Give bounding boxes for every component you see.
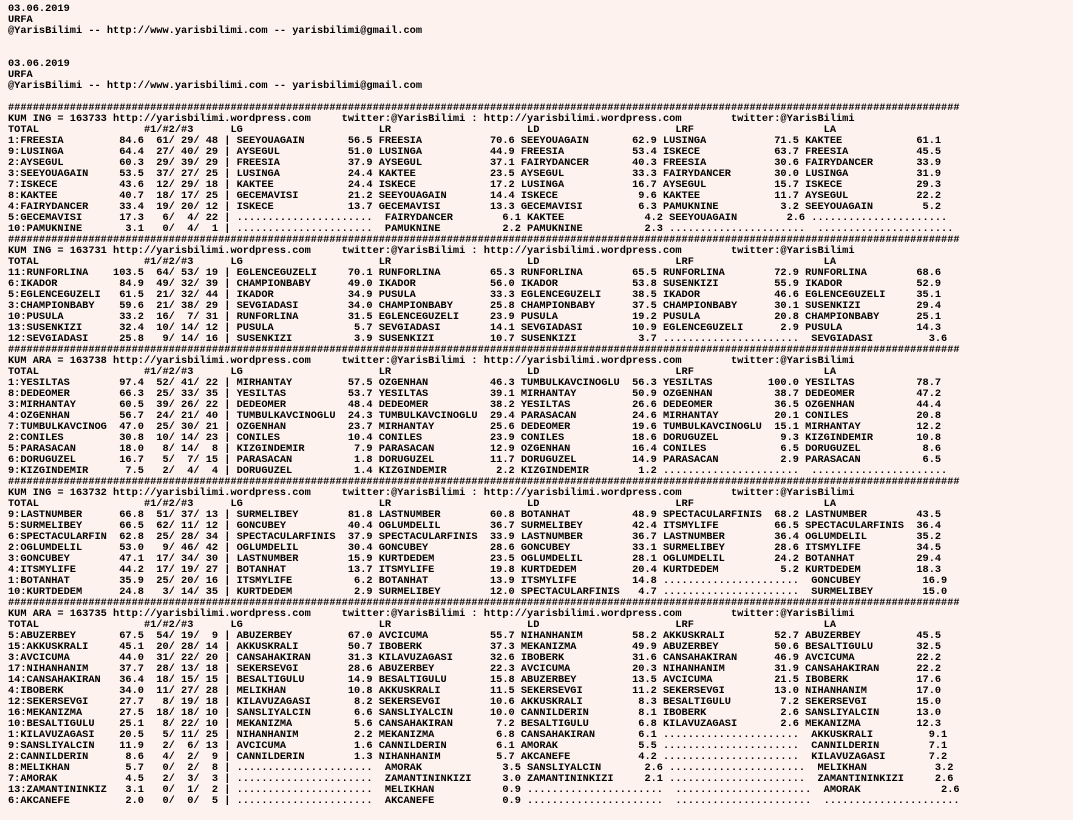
blank-line [8,48,1073,59]
separator-line: ########################################################################################################################################################## [8,234,960,246]
table-row: 16:MEKANIZMA 27.5 18/ 18/ 10 | SANSLIYALCIN 6.6 SANSLIYALCIN 10.0 CANNILDERIN 8.1 IBOBERK 2.6 SANSLIYALCIN 13.0 [8,707,942,719]
race-header: KUM ARA = 163738 http://yarisbilimi.wordpress.com twitter:@YarisBilimi : http://yarisbilimi.wordpress.com twitter:@YarisBilimi [8,355,855,367]
separator-line: ########################################################################################################################################################## [8,597,960,609]
blank-line [8,37,1073,48]
table-row: 1:BOTANHAT 35.9 25/ 20/ 16 | ITSMYLIFE 6.2 BOTANHAT 13.9 ITSMYLIFE 14.8 ...................... GONCUBEY 16.9 [8,575,948,587]
table-row: 2:AYSEGUL 60.3 29/ 39/ 29 | FREESIA 37.9 AYSEGUL 37.1 FAIRYDANCER 40.3 FREESIA 30.6 FAIRYDANCER 33.9 [8,157,942,169]
table-row: 3:MIRHANTAY 60.5 39/ 26/ 22 | DEDEOMER 48.4 DEDEOMER 38.2 YESILTAS 26.6 DEDEOMER 36.5 OZGENHAN 44.4 [8,399,942,411]
table-row: 1:YESILTAS 97.4 52/ 41/ 22 | MIRHANTAY 57.5 OZGENHAN 46.3 TUMBULKAVCINOGLU 56.3 YESILTAS 100.0 YESILTAS 78.7 [8,377,942,389]
table-row: 10:PUSULA 33.2 16/ 7/ 31 | RUNFORLINA 31.5 EGLENCEGUZELI 23.9 PUSULA 19.2 PUSULA 20.8 CHAMPIONBABY 25.1 [8,311,942,323]
table-row: 10:PAMUKNINE 3.1 0/ 4/ 1 | ...................... PAMUKNINE 2.2 PAMUKNINE 2.3 ...................... ...................... [8,223,954,235]
table-row: 1:FREESIA 84.6 61/ 29/ 48 | SEEYOUAGAIN 56.5 FREESIA 70.6 SEEYOUAGAIN 62.9 LUSINGA 71.5 KAKTEE 61.1 [8,135,942,147]
table-row: 14:CANSAHAKIRAN 36.4 18/ 15/ 15 | BESALTIGULU 14.9 BESALTIGULU 15.8 ABUZERBEY 13.5 AVCICUMA 21.5 IBOBERK 17.6 [8,674,942,686]
table-row: 3:CHAMPIONBABY 59.6 21/ 38/ 29 | SEVGIADASI 34.0 CHAMPIONBABY 25.8 CHAMPIONBABY 37.5 CHAMPIONBABY 30.1 SUSENKIZI 29.4 [8,300,942,312]
table-row: 8:MELIKHAN 5.7 0/ 2/ 8 | ...................... AMORAK 3.5 SANSLIYALCIN 2.6 ...................... MELIKHAN 3.2 [8,762,954,774]
table-row: 3:SEEYOUAGAIN 53.5 37/ 27/ 25 | LUSINGA 24.4 KAKTEE 23.5 AYSEGUL 33.3 FAIRYDANCER 30.0 LUSINGA 31.9 [8,168,942,180]
table-row: 7:TUMBULKAVCINOG 47.0 25/ 30/ 21 | OZGENHAN 23.7 MIRHANTAY 25.6 DEDEOMER 19.6 TUMBULKAVCINOGLU 15.1 MIRHANTAY 12.2 [8,421,942,433]
table-row: 7:ISKECE 43.6 12/ 29/ 18 | KAKTEE 24.4 ISKECE 17.2 LUSINGA 16.7 AYSEGUL 15.7 ISKECE 29.3 [8,179,942,191]
table-row: 5:ABUZERBEY 67.5 54/ 19/ 9 | ABUZERBEY 67.0 AVCICUMA 55.7 NIHANHANIM 58.2 AKKUSKRALI 52.7 ABUZERBEY 45.5 [8,630,942,642]
race-header: KUM ING = 163731 http://yarisbilimi.wordpress.com twitter:@YarisBilimi : http://yarisbilimi.wordpress.com twitter:@YarisBilimi [8,245,855,257]
table-row: 4:FAIRYDANCER 33.4 19/ 20/ 12 | ISKECE 13.7 GECEMAVISI 13.3 GECEMAVISI 6.3 PAMUKNINE 3.2 SEEYOUAGAIN 5.2 [8,201,942,213]
table-row: 4:OZGENHAN 56.7 24/ 21/ 40 | TUMBULKAVCINOGLU 24.3 TUMBULKAVCINOGLU 29.4 PARASACAN 24.6 MIRHANTAY 20.1 CONILES 20.8 [8,410,942,422]
table-row: 6:IKADOR 84.9 49/ 32/ 39 | CHAMPIONBABY 49.0 IKADOR 56.0 IKADOR 53.8 SUSENKIZI 55.9 IKADOR 52.9 [8,278,942,290]
table-row: 8:KAKTEE 40.7 18/ 17/ 25 | GECEMAVISI 21.2 SEEYOUAGAIN 14.4 ISKECE 9.6 KAKTEE 11.7 AYSEGUL 22.2 [8,190,942,202]
race-header: KUM ING = 163733 http://yarisbilimi.wordpress.com twitter:@YarisBilimi : http://yarisbilimi.wordpress.com twitter:@YarisBilimi [8,113,855,125]
table-row: 2:CONILES 30.8 10/ 14/ 23 | CONILES 10.4 CONILES 23.9 CONILES 18.6 DORUGUZEL 9.3 KIZGINDEMIR 10.8 [8,432,942,444]
table-row: 6:SPECTACULARFIN 62.8 25/ 28/ 34 | SPECTACULARFINIS 37.9 SPECTACULARFINIS 33.9 LASTNUMBER 36.7 LASTNUMBER 36.4 OGLUMDELIL 35.2 [8,531,942,543]
table-row: 2:CANNILDERIN 8.6 4/ 2/ 9 | CANNILDERIN 1.3 NIHANHANIM 5.7 AKCANEFE 4.2 ...................... KILAVUZAGASI 7.2 [8,751,948,763]
table-row: 3:AVCICUMA 44.0 31/ 22/ 20 | CANSAHAKIRAN 31.3 KILAVUZAGASI 32.6 IBOBERK 31.6 CANSAHAKIRAN 46.9 AVCICUMA 22.2 [8,652,942,664]
table-row: 10:BESALTIGULU 25.1 8/ 22/ 10 | MEKANIZMA 5.6 CANSAHAKIRAN 7.2 BESALTIGULU 6.8 KILAVUZAGASI 2.6 MEKANIZMA 12.3 [8,718,942,730]
race-header: KUM ING = 163732 http://yarisbilimi.wordpress.com twitter:@YarisBilimi : http://yarisbilimi.wordpress.com twitter:@YarisBilimi [8,487,855,499]
table-row: 12:SEKERSEVGI 27.7 8/ 19/ 18 | KILAVUZAGASI 8.2 SEKERSEVGI 10.6 AKKUSKRALI 8.3 BESALTIGULU 7.2 SEKERSEVGI 15.0 [8,696,942,708]
separator-line: ########################################################################################################################################################## [8,344,960,356]
column-header: TOTAL #1/#2/#3 LG LR LD LRF LA [8,366,837,378]
table-row: 5:PARASACAN 18.0 8/ 14/ 8 | KIZGINDEMIR 7.9 PARASACAN 12.9 OZGENHAN 16.4 CONILES 6.5 DORUGUZEL 8.6 [8,443,942,455]
table-row: 5:EGLENCEGUZELI 61.5 21/ 32/ 44 | IKADOR 34.9 PUSULA 33.3 EGLENCEGUZELI 38.5 IKADOR 46.6 EGLENCEGUZELI 35.1 [8,289,942,301]
separator-line: ########################################################################################################################################################## [8,476,960,488]
text-line: 03.06.2019 [8,58,70,70]
table-row: 7:AMORAK 4.5 2/ 3/ 3 | ...................... ZAMANTININKIZI 3.0 ZAMANTININKIZI 2.1 ...................... ZAMANTININKIZI 2.6 [8,773,954,785]
column-header: TOTAL #1/#2/#3 LG LR LD LRF LA [8,619,837,631]
text-line: URFA [8,69,33,81]
table-row: 3:GONCUBEY 47.1 17/ 34/ 30 | LASTNUMBER 15.9 KURTDEDEM 23.5 OGLUMDELIL 28.1 OGLUMDELIL 24.2 BOTANHAT 29.4 [8,553,942,565]
table-row: 15:AKKUSKRALI 45.1 20/ 28/ 14 | AKKUSKRALI 50.7 IBOBERK 37.3 MEKANIZMA 49.9 ABUZERBEY 50.6 BESALTIGULU 32.5 [8,641,942,653]
table-row: 11:RUNFORLINA 103.5 64/ 53/ 19 | EGLENCEGUZELI 70.1 RUNFORLINA 65.3 RUNFORLINA 65.5 RUNFORLINA 72.9 RUNFORLINA 68.6 [8,267,942,279]
table-row: 5:GECEMAVISI 17.3 6/ 4/ 22 | ...................... FAIRYDANCER 6.1 KAKTEE 4.2 SEEYOUAGAIN 2.6 ...................... [8,212,948,224]
table-row: 9:KIZGINDEMIR 7.5 2/ 4/ 4 | DORUGUZEL 1.4 KIZGINDEMIR 2.2 KIZGINDEMIR 1.2 ...................... ...................... [8,465,948,477]
table-row: 9:LUSINGA 64.4 27/ 40/ 29 | AYSEGUL 51.0 LUSINGA 44.9 FREESIA 53.4 ISKECE 63.7 FREESIA 45.5 [8,146,942,158]
text-line: URFA [8,14,33,26]
table-row: 5:SURMELIBEY 66.5 62/ 11/ 12 | GONCUBEY 40.4 OGLUMDELIL 36.7 SURMELIBEY 42.4 ITSMYLIFE 66.5 SPECTACULARFINIS 36.4 [8,520,942,532]
column-header: TOTAL #1/#2/#3 LG LR LD LRF LA [8,256,837,268]
table-row: 10:KURTDEDEM 24.8 3/ 14/ 35 | KURTDEDEM 2.9 SURMELIBEY 12.0 SPECTACULARFINIS 4.7 ...................... SURMELIBEY 15.0 [8,586,948,598]
separator-line: ########################################################################################################################################################## [8,102,960,114]
table-row: 6:AKCANEFE 2.0 0/ 0/ 5 | ...................... AKCANEFE 0.9 ...................... ...................... ...................... [8,795,960,807]
table-row: 17:NIHANHANIM 37.7 28/ 13/ 18 | SEKERSEVGI 28.6 ABUZERBEY 22.3 AVCICUMA 20.3 NIHANHANIM 31.9 CANSAHAKIRAN 22.2 [8,663,942,675]
race-header: KUM ARA = 163735 http://yarisbilimi.wordpress.com twitter:@YarisBilimi : http://yarisbilimi.wordpress.com twitter:@YarisBilimi [8,608,855,620]
table-row: 4:ITSMYLIFE 44.2 17/ 19/ 27 | BOTANHAT 13.7 ITSMYLIFE 19.8 KURTDEDEM 20.4 KURTDEDEM 5.2 KURTDEDEM 18.3 [8,564,942,576]
text-line: 03.06.2019 [8,3,70,15]
table-row: 4:IBOBERK 34.0 11/ 27/ 28 | MELIKHAN 10.8 AKKUSKRALI 11.5 SEKERSEVGI 11.2 SEKERSEVGI 13.0 NIHANHANIM 17.0 [8,685,942,697]
table-row: 2:OGLUMDELIL 53.0 9/ 46/ 42 | OGLUMDELIL 30.4 GONCUBEY 28.6 GONCUBEY 33.1 SURMELIBEY 28.6 ITSMYLIFE 34.5 [8,542,942,554]
table-row: 9:SANSLIYALCIN 11.9 2/ 6/ 13 | AVCICUMA 1.6 CANNILDERIN 6.1 AMORAK 5.5 ...................... CANNILDERIN 7.1 [8,740,948,752]
text-line: @YarisBilimi -- http://www.yarisbilimi.com -- yarisbilimi@gmail.com [8,80,423,92]
text-line: @YarisBilimi -- http://www.yarisbilimi.com -- yarisbilimi@gmail.com [8,25,423,37]
table-row: 6:DORUGUZEL 16.7 5/ 7/ 15 | PARASACAN 1.8 DORUGUZEL 11.7 DORUGUZEL 14.9 PARASACAN 2.9 PARASACAN 6.5 [8,454,942,466]
table-row: 13:SUSENKIZI 32.4 10/ 14/ 12 | PUSULA 5.7 SEVGIADASI 14.1 SEVGIADASI 10.9 EGLENCEGUZELI 2.9 PUSULA 14.3 [8,322,942,334]
column-header: TOTAL #1/#2/#3 LG LR LD LRF LA [8,498,837,510]
table-row: 12:SEVGIADASI 25.8 9/ 14/ 16 | SUSENKIZI 3.9 SUSENKIZI 10.7 SUSENKIZI 3.7 ...................... SEVGIADASI 3.6 [8,333,948,345]
table-row: 13:ZAMANTININKIZ 3.1 0/ 1/ 2 | ...................... MELIKHAN 0.9 ...................... ...................... AMORAK 2.6 [8,784,960,796]
table-row: 8:DEDEOMER 66.3 25/ 33/ 35 | YESILTAS 53.7 YESILTAS 39.1 MIRHANTAY 50.9 OZGENHAN 38.7 DEDEOMER 47.2 [8,388,942,400]
column-header: TOTAL #1/#2/#3 LG LR LD LRF LA [8,124,837,136]
table-row: 9:LASTNUMBER 66.8 51/ 37/ 13 | SURMELIBEY 81.8 LASTNUMBER 60.8 BOTANHAT 48.9 SPECTACULARFINIS 68.2 LASTNUMBER 43.5 [8,509,942,521]
table-row: 1:KILAVUZAGASI 20.5 5/ 11/ 25 | NIHANHANIM 2.2 MEKANIZMA 6.8 CANSAHAKIRAN 6.1 ...................... AKKUSKRALI 9.1 [8,729,948,741]
